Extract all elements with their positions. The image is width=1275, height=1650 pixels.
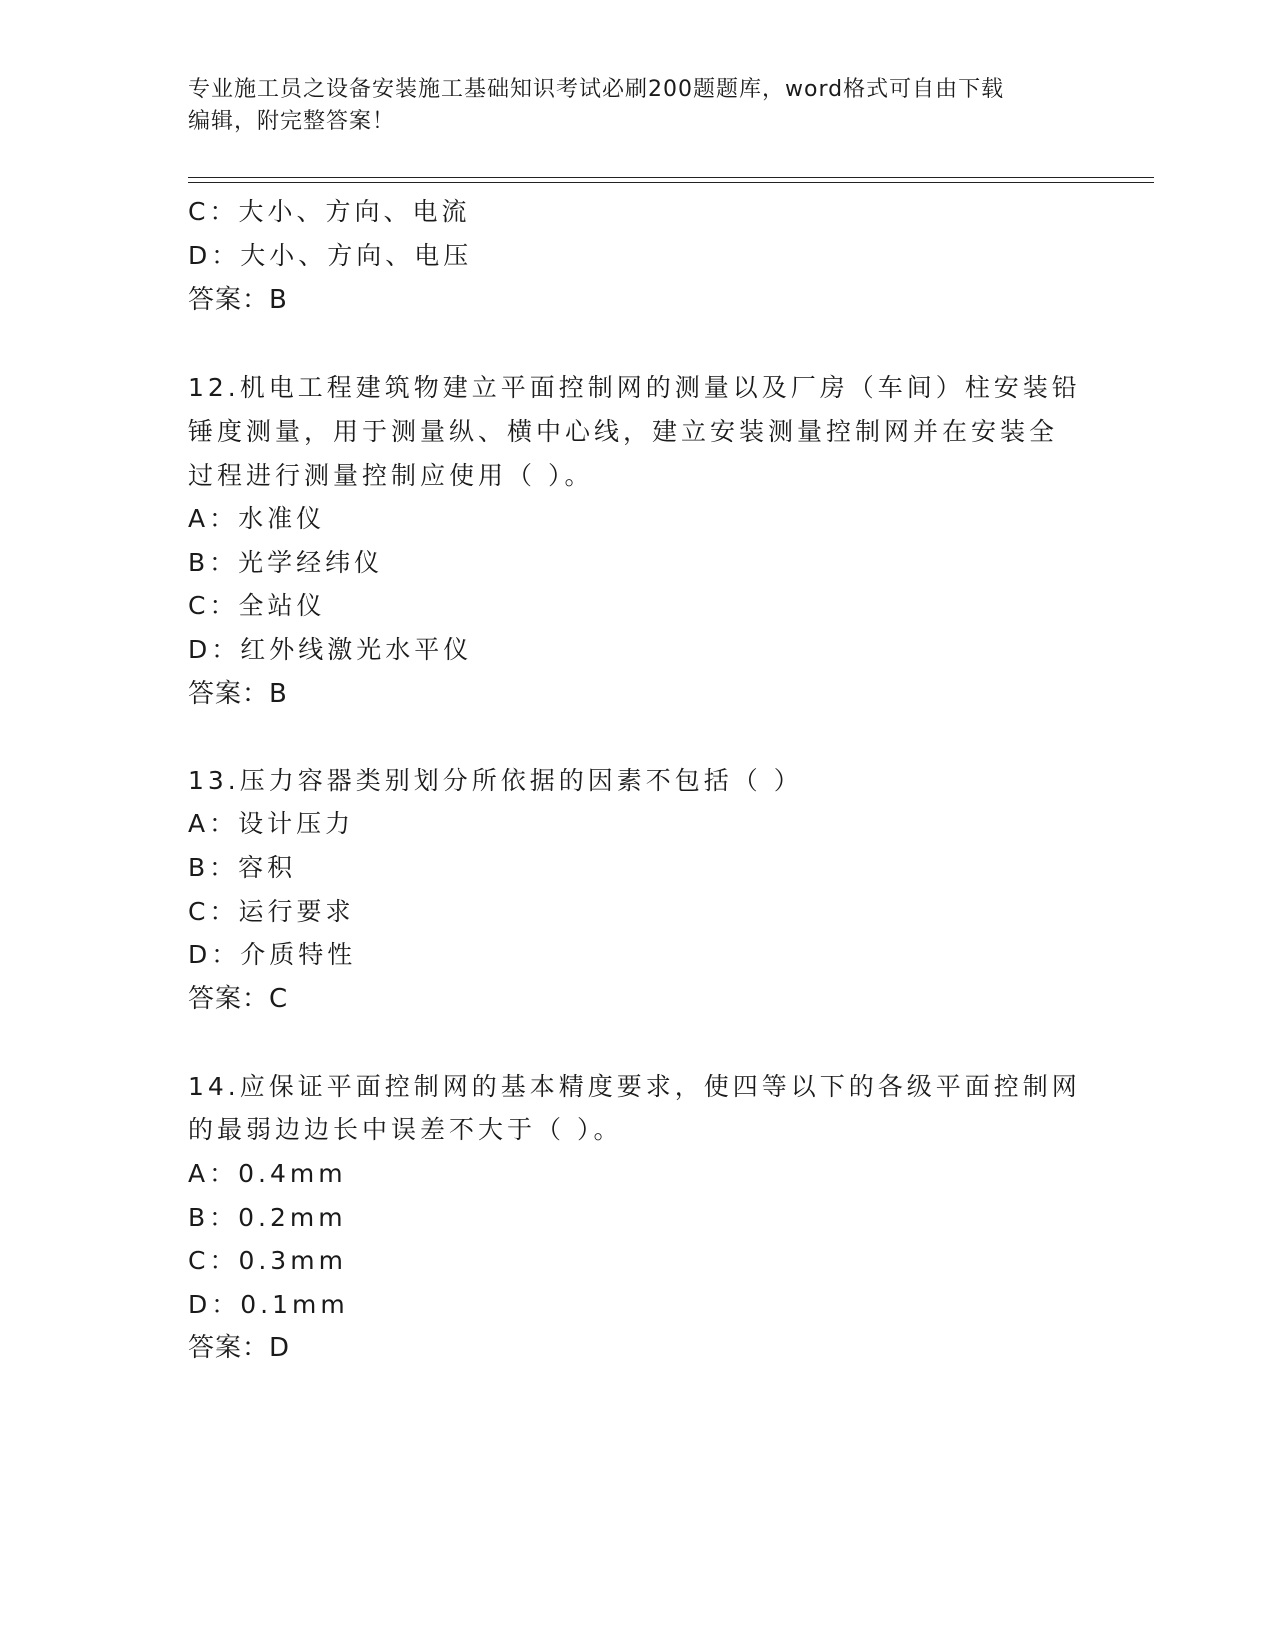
header-divider-top (188, 177, 1154, 178)
q13-answer: 答案：C (188, 984, 289, 1014)
q12-stem-line-1: 12.机电工程建筑物建立平面控制网的测量以及厂房（车间）柱安装铅 (188, 373, 1081, 402)
q12-option-b: B：光学经纬仪 (188, 548, 384, 577)
q12-option-d: D：红外线激光水平仪 (188, 635, 473, 664)
header-divider-bottom (188, 182, 1154, 183)
q13-option-d: D：介质特性 (188, 940, 357, 969)
q14-option-c: C：0.3mm (188, 1246, 347, 1275)
header-line-2: 编辑，附完整答案！ (188, 109, 396, 134)
q13-stem-line-1: 13.压力容器类别划分所依据的因素不包括（ ） (188, 766, 803, 795)
q13-option-c: C：运行要求 (188, 897, 355, 926)
q13-option-b: B：容积 (188, 853, 297, 882)
q14-option-b: B：0.2mm (188, 1203, 347, 1232)
q14-stem-line-2: 的最弱边边长中误差不大于（ ）。 (188, 1115, 623, 1144)
q14-answer: 答案：D (188, 1333, 291, 1363)
q13-option-a: A：设计压力 (188, 809, 355, 838)
document-header (188, 74, 1088, 138)
q11-answer: 答案：B (188, 285, 288, 315)
q11-option-c: C：大小、方向、电流 (188, 197, 471, 226)
q12-option-a: A：水准仪 (188, 504, 326, 533)
q14-option-d: D：0.1mm (188, 1290, 349, 1319)
q11-option-d: D：大小、方向、电压 (188, 241, 473, 270)
q12-answer: 答案：B (188, 679, 288, 709)
q14-option-a: A：0.4mm (188, 1159, 347, 1188)
q12-option-c: C：全站仪 (188, 591, 326, 620)
q12-stem-line-3: 过程进行测量控制应使用（ ）。 (188, 461, 594, 490)
q14-stem-line-1: 14.应保证平面控制网的基本精度要求，使四等以下的各级平面控制网 (188, 1072, 1081, 1101)
header-line-1: 专业施工员之设备安装施工基础知识考试必刷200题题库，word格式可自由下载 (188, 77, 1005, 102)
q12-stem-line-2: 锤度测量，用于测量纵、横中心线，建立安装测量控制网并在安装全 (188, 417, 1059, 446)
